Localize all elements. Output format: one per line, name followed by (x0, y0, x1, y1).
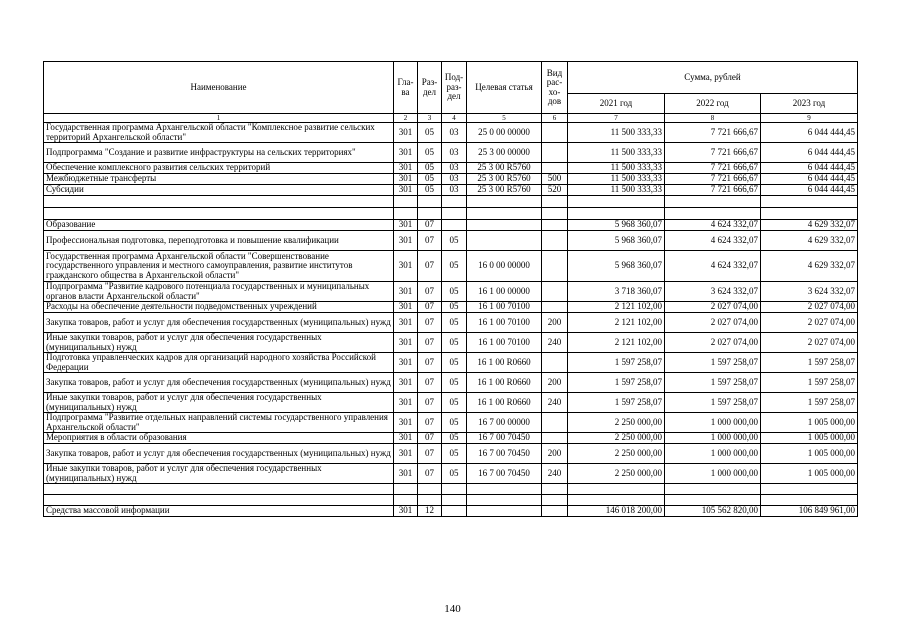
row-name: Иные закупки товаров, работ и услуг для обеспечения государственных (муниципальных) нужд (44, 393, 394, 413)
table-row (44, 313, 858, 333)
table-row (44, 282, 858, 302)
blank-cell (442, 484, 467, 495)
header-target: Целевая статья (467, 62, 542, 114)
row-razdel: 07 (418, 251, 442, 282)
column-index: 6 (542, 114, 568, 123)
column-index: 1 (44, 114, 394, 123)
row-name: Мероприятия в области образования (44, 433, 394, 444)
row-sum-2021: 11 500 333,33 (568, 185, 665, 196)
row-sum-2023: 6 044 444,45 (761, 163, 858, 174)
row-razdel: 07 (418, 413, 442, 433)
row-target: 16 1 00 70100 (467, 302, 542, 313)
row-podrazdel: 05 (442, 353, 467, 373)
table-row (44, 251, 858, 282)
row-razdel: 07 (418, 433, 442, 444)
table-row (44, 433, 858, 444)
row-sum-2023: 6 044 444,45 (761, 143, 858, 163)
row-glava: 301 (394, 433, 418, 444)
blank-cell (761, 495, 858, 506)
header-year-2021: 2021 год (568, 94, 665, 114)
row-glava: 301 (394, 464, 418, 484)
row-glava: 301 (394, 123, 418, 143)
row-sum-2023: 4 629 332,07 (761, 220, 858, 231)
blank-cell (568, 484, 665, 495)
row-sum-2023: 6 044 444,45 (761, 123, 858, 143)
table-row (44, 143, 858, 163)
blank-row (44, 495, 858, 506)
header-year-2022: 2022 год (665, 94, 761, 114)
row-sum-2021: 2 250 000,00 (568, 433, 665, 444)
row-sum-2022: 4 624 332,07 (665, 231, 761, 251)
row-vid: 500 (542, 174, 568, 185)
row-razdel: 07 (418, 333, 442, 353)
row-razdel: 07 (418, 313, 442, 333)
row-podrazdel: 03 (442, 185, 467, 196)
row-razdel: 05 (418, 143, 442, 163)
row-sum-2023: 1 005 000,00 (761, 444, 858, 464)
row-name: Подпрограмма "Создание и развитие инфраструктуры на сельских территориях" (44, 143, 394, 163)
row-razdel: 05 (418, 163, 442, 174)
row-vid: 240 (542, 464, 568, 484)
blank-cell (418, 208, 442, 220)
blank-cell (761, 208, 858, 220)
blank-cell (44, 495, 394, 506)
row-podrazdel: 05 (442, 413, 467, 433)
page-number: 140 (444, 603, 461, 615)
row-vid (542, 163, 568, 174)
table-row (44, 413, 858, 433)
table-row (44, 174, 858, 185)
table-row (44, 464, 858, 484)
blank-cell (44, 208, 394, 220)
column-index: 7 (568, 114, 665, 123)
row-sum-2021: 146 018 200,00 (568, 506, 665, 517)
table-row (44, 231, 858, 251)
row-glava: 301 (394, 413, 418, 433)
row-sum-2022: 7 721 666,67 (665, 163, 761, 174)
row-sum-2023: 4 629 332,07 (761, 231, 858, 251)
row-target: 16 0 00 00000 (467, 251, 542, 282)
row-target: 16 1 00 R0660 (467, 393, 542, 413)
blank-cell (467, 495, 542, 506)
row-glava: 301 (394, 506, 418, 517)
row-name: Обеспечение комплексного развития сельских территорий (44, 163, 394, 174)
row-podrazdel: 03 (442, 174, 467, 185)
row-sum-2022: 7 721 666,67 (665, 174, 761, 185)
row-razdel: 05 (418, 123, 442, 143)
row-sum-2022: 7 721 666,67 (665, 185, 761, 196)
row-podrazdel: 05 (442, 333, 467, 353)
row-podrazdel: 05 (442, 373, 467, 393)
blank-cell (467, 208, 542, 220)
row-glava: 301 (394, 174, 418, 185)
row-sum-2022: 7 721 666,67 (665, 123, 761, 143)
row-vid (542, 282, 568, 302)
row-name: Подпрограмма "Развитие кадрового потенциала государственных и муниципальных органов власти Архангельской области" (44, 282, 394, 302)
row-vid (542, 231, 568, 251)
row-vid: 200 (542, 444, 568, 464)
row-podrazdel: 03 (442, 163, 467, 174)
row-sum-2021: 11 500 333,33 (568, 123, 665, 143)
row-glava: 301 (394, 231, 418, 251)
blank-cell (665, 484, 761, 495)
row-sum-2021: 2 121 102,00 (568, 333, 665, 353)
row-target: 25 3 00 R5760 (467, 174, 542, 185)
blank-cell (394, 495, 418, 506)
blank-cell (442, 196, 467, 208)
table-row (44, 163, 858, 174)
blank-cell (418, 484, 442, 495)
row-glava: 301 (394, 313, 418, 333)
header-vid: Вид рас-хо-дов (542, 62, 568, 114)
row-target: 16 1 00 R0660 (467, 373, 542, 393)
blank-cell (542, 495, 568, 506)
row-sum-2023: 3 624 332,07 (761, 282, 858, 302)
header-razdel: Раз-дел (418, 62, 442, 114)
row-sum-2023: 1 597 258,07 (761, 353, 858, 373)
row-sum-2023: 2 027 074,00 (761, 313, 858, 333)
row-name: Профессиональная подготовка, переподготовка и повышение квалификации (44, 231, 394, 251)
row-sum-2022: 2 027 074,00 (665, 302, 761, 313)
row-sum-2022: 2 027 074,00 (665, 313, 761, 333)
row-sum-2022: 1 000 000,00 (665, 464, 761, 484)
header-year-2023: 2023 год (761, 94, 858, 114)
row-vid (542, 251, 568, 282)
row-vid (542, 353, 568, 373)
row-target: 16 1 00 00000 (467, 282, 542, 302)
blank-cell (542, 484, 568, 495)
row-razdel: 05 (418, 174, 442, 185)
row-sum-2022: 4 624 332,07 (665, 220, 761, 231)
row-sum-2022: 1 597 258,07 (665, 353, 761, 373)
row-podrazdel: 05 (442, 444, 467, 464)
row-sum-2023: 1 597 258,07 (761, 373, 858, 393)
blank-cell (467, 196, 542, 208)
row-target: 16 1 00 70100 (467, 333, 542, 353)
blank-cell (442, 495, 467, 506)
row-sum-2021: 3 718 360,07 (568, 282, 665, 302)
blank-cell (394, 208, 418, 220)
row-sum-2021: 2 121 102,00 (568, 302, 665, 313)
row-name: Средства массовой информации (44, 506, 394, 517)
column-index: 5 (467, 114, 542, 123)
row-target: 16 1 00 R0660 (467, 353, 542, 373)
row-sum-2023: 6 044 444,45 (761, 185, 858, 196)
row-sum-2021: 1 597 258,07 (568, 373, 665, 393)
header-name: Наименование (44, 62, 394, 114)
row-sum-2021: 5 968 360,07 (568, 220, 665, 231)
row-sum-2022: 4 624 332,07 (665, 251, 761, 282)
row-name: Подпрограмма "Развитие отдельных направлений системы государственного управления Архангельской области" (44, 413, 394, 433)
row-vid: 200 (542, 313, 568, 333)
row-glava: 301 (394, 302, 418, 313)
row-target: 25 3 00 R5760 (467, 163, 542, 174)
blank-cell (568, 495, 665, 506)
row-vid: 240 (542, 393, 568, 413)
row-podrazdel: 05 (442, 282, 467, 302)
row-glava: 301 (394, 444, 418, 464)
row-target: 25 3 00 R5760 (467, 185, 542, 196)
row-target (467, 506, 542, 517)
row-name: Закупка товаров, работ и услуг для обеспечения государственных (муниципальных) нужд (44, 313, 394, 333)
row-podrazdel (442, 220, 467, 231)
blank-cell (665, 196, 761, 208)
row-sum-2022: 3 624 332,07 (665, 282, 761, 302)
row-razdel: 07 (418, 282, 442, 302)
table-row (44, 185, 858, 196)
row-target (467, 220, 542, 231)
row-vid (542, 123, 568, 143)
blank-cell (542, 196, 568, 208)
row-sum-2021: 11 500 333,33 (568, 163, 665, 174)
table-row (44, 302, 858, 313)
row-name: Закупка товаров, работ и услуг для обеспечения государственных (муниципальных) нужд (44, 444, 394, 464)
blank-cell (442, 208, 467, 220)
table-row (44, 333, 858, 353)
row-podrazdel: 05 (442, 393, 467, 413)
row-sum-2023: 1 005 000,00 (761, 433, 858, 444)
blank-cell (568, 208, 665, 220)
row-vid: 520 (542, 185, 568, 196)
row-sum-2023: 4 629 332,07 (761, 251, 858, 282)
row-sum-2021: 5 968 360,07 (568, 251, 665, 282)
row-name: Расходы на обеспечение деятельности подведомственных учреждений (44, 302, 394, 313)
row-sum-2021: 5 968 360,07 (568, 231, 665, 251)
row-glava: 301 (394, 251, 418, 282)
column-index: 3 (418, 114, 442, 123)
row-razdel: 07 (418, 302, 442, 313)
row-podrazdel: 05 (442, 464, 467, 484)
row-target: 16 7 00 70450 (467, 444, 542, 464)
budget-table (43, 61, 858, 517)
table-row (44, 353, 858, 373)
row-name: Образование (44, 220, 394, 231)
budget-table-container (43, 61, 857, 517)
row-sum-2021: 2 250 000,00 (568, 444, 665, 464)
row-sum-2023: 106 849 961,00 (761, 506, 858, 517)
row-sum-2023: 6 044 444,45 (761, 174, 858, 185)
row-name: Закупка товаров, работ и услуг для обеспечения государственных (муниципальных) нужд (44, 373, 394, 393)
blank-cell (542, 208, 568, 220)
column-index: 9 (761, 114, 858, 123)
row-razdel: 07 (418, 444, 442, 464)
column-index: 2 (394, 114, 418, 123)
row-sum-2021: 11 500 333,33 (568, 143, 665, 163)
row-razdel: 07 (418, 231, 442, 251)
row-glava: 301 (394, 143, 418, 163)
header-sum: Сумма, рублей (568, 62, 858, 94)
row-razdel: 07 (418, 220, 442, 231)
row-sum-2023: 1 005 000,00 (761, 464, 858, 484)
row-target: 16 7 00 70450 (467, 433, 542, 444)
row-glava: 301 (394, 353, 418, 373)
table-row (44, 373, 858, 393)
blank-row (44, 196, 858, 208)
column-index: 4 (442, 114, 467, 123)
row-sum-2022: 7 721 666,67 (665, 143, 761, 163)
column-index: 8 (665, 114, 761, 123)
row-sum-2021: 1 597 258,07 (568, 353, 665, 373)
row-name: Подготовка управленческих кадров для организаций народного хозяйства Российской Федерации (44, 353, 394, 373)
row-podrazdel: 05 (442, 313, 467, 333)
row-name: Государственная программа Архангельской области "Комплексное развитие сельских территорий Архангельской области" (44, 123, 394, 143)
row-podrazdel (442, 506, 467, 517)
blank-row (44, 484, 858, 495)
row-podrazdel: 05 (442, 302, 467, 313)
row-sum-2021: 2 250 000,00 (568, 413, 665, 433)
row-glava: 301 (394, 282, 418, 302)
row-sum-2023: 1 005 000,00 (761, 413, 858, 433)
row-razdel: 12 (418, 506, 442, 517)
row-sum-2023: 2 027 074,00 (761, 333, 858, 353)
row-vid: 200 (542, 373, 568, 393)
blank-cell (44, 196, 394, 208)
row-vid (542, 302, 568, 313)
row-target (467, 231, 542, 251)
row-name: Иные закупки товаров, работ и услуг для обеспечения государственных (муниципальных) нужд (44, 464, 394, 484)
row-name: Иные закупки товаров, работ и услуг для обеспечения государственных (муниципальных) нужд (44, 333, 394, 353)
row-sum-2021: 11 500 333,33 (568, 174, 665, 185)
row-glava: 301 (394, 373, 418, 393)
row-target: 16 1 00 70100 (467, 313, 542, 333)
table-row (44, 123, 858, 143)
row-podrazdel: 05 (442, 231, 467, 251)
blank-row (44, 208, 858, 220)
row-vid (542, 413, 568, 433)
row-vid: 240 (542, 333, 568, 353)
row-sum-2021: 2 121 102,00 (568, 313, 665, 333)
row-razdel: 05 (418, 185, 442, 196)
row-name: Государственная программа Архангельской области "Совершенствование государственного управления и местного самоуправления, развитие институтов гражданского общества в Архангельской области" (44, 251, 394, 282)
row-glava: 301 (394, 393, 418, 413)
row-target: 16 7 00 00000 (467, 413, 542, 433)
row-sum-2022: 1 597 258,07 (665, 373, 761, 393)
row-podrazdel: 05 (442, 251, 467, 282)
row-podrazdel: 05 (442, 433, 467, 444)
blank-cell (418, 196, 442, 208)
row-glava: 301 (394, 163, 418, 174)
row-sum-2023: 1 597 258,07 (761, 393, 858, 413)
table-row (44, 393, 858, 413)
row-glava: 301 (394, 185, 418, 196)
row-sum-2021: 2 250 000,00 (568, 464, 665, 484)
row-razdel: 07 (418, 353, 442, 373)
row-vid (542, 433, 568, 444)
budget-table-body (44, 123, 858, 517)
row-sum-2022: 2 027 074,00 (665, 333, 761, 353)
row-sum-2023: 2 027 074,00 (761, 302, 858, 313)
table-row (44, 220, 858, 231)
row-name: Субсидии (44, 185, 394, 196)
row-sum-2022: 1 000 000,00 (665, 433, 761, 444)
blank-cell (44, 484, 394, 495)
row-podrazdel: 03 (442, 123, 467, 143)
row-vid (542, 220, 568, 231)
blank-cell (665, 495, 761, 506)
table-row (44, 506, 858, 517)
blank-cell (394, 196, 418, 208)
table-row (44, 444, 858, 464)
row-razdel: 07 (418, 393, 442, 413)
blank-cell (761, 196, 858, 208)
blank-cell (418, 495, 442, 506)
blank-cell (394, 484, 418, 495)
row-name: Межбюджетные трансферты (44, 174, 394, 185)
row-sum-2022: 105 562 820,00 (665, 506, 761, 517)
blank-cell (761, 484, 858, 495)
header-podrazdel: Под-раз-дел (442, 62, 467, 114)
blank-cell (568, 196, 665, 208)
row-sum-2022: 1 597 258,07 (665, 393, 761, 413)
row-razdel: 07 (418, 373, 442, 393)
blank-cell (467, 484, 542, 495)
row-vid (542, 506, 568, 517)
header-glava: Гла-ва (394, 62, 418, 114)
row-glava: 301 (394, 220, 418, 231)
row-target: 25 0 00 00000 (467, 123, 542, 143)
row-podrazdel: 03 (442, 143, 467, 163)
blank-cell (665, 208, 761, 220)
row-target: 16 7 00 70450 (467, 464, 542, 484)
row-sum-2021: 1 597 258,07 (568, 393, 665, 413)
row-vid (542, 143, 568, 163)
row-glava: 301 (394, 333, 418, 353)
column-index-row (44, 114, 858, 123)
row-sum-2022: 1 000 000,00 (665, 413, 761, 433)
row-target: 25 3 00 00000 (467, 143, 542, 163)
row-sum-2022: 1 000 000,00 (665, 444, 761, 464)
row-razdel: 07 (418, 464, 442, 484)
